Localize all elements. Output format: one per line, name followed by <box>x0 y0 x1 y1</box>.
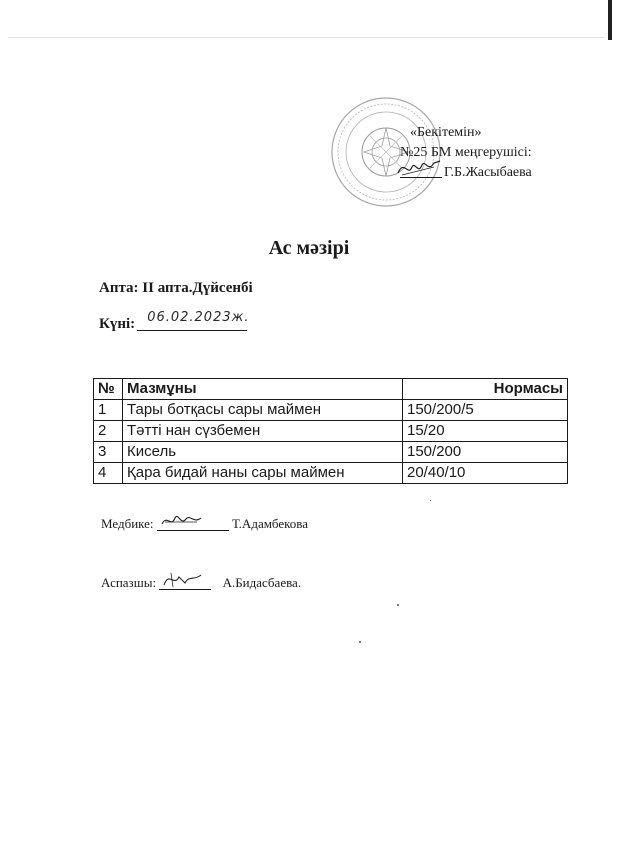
approval-heading: «Бекітемін» <box>410 125 482 140</box>
approval-block <box>380 123 580 183</box>
row-norm: 150/200/5 <box>403 400 568 421</box>
week-day-line: Апта: II апта.Дүйсенбі <box>99 280 253 296</box>
scan-edge-line <box>8 37 604 38</box>
scan-speck <box>397 604 399 606</box>
cook-signature-icon <box>161 569 209 591</box>
director-signature-blank <box>400 163 442 178</box>
row-number: 4 <box>94 463 123 484</box>
nurse-label: Медбике: <box>101 516 154 531</box>
row-dish: Тәтті нан сүзбемен <box>123 421 403 442</box>
director-signature-icon <box>394 155 444 181</box>
page-title: Ас мәзірі <box>268 237 350 259</box>
cook-signature-line <box>101 575 301 591</box>
table-row <box>94 442 568 463</box>
table-row <box>94 400 568 421</box>
scan-speck <box>359 641 361 643</box>
menu-table <box>93 378 568 484</box>
scan-edge-mark <box>608 0 612 40</box>
date-blank <box>137 310 250 331</box>
header-norm: Нормасы <box>403 379 568 400</box>
row-norm: 20/40/10 <box>403 463 568 484</box>
approval-position: №25 БМ меңгерушісі: <box>400 145 532 160</box>
row-norm: 15/20 <box>403 421 568 442</box>
director-name: Г.Б.Жасыбаева <box>444 165 532 180</box>
nurse-signature-icon <box>159 510 209 532</box>
date-handwritten: 06.02.2023ж. <box>147 310 250 325</box>
nurse-name: Т.Адамбекова <box>232 516 309 531</box>
cook-name: А.Бидасбаева. <box>222 575 302 590</box>
nurse-signature-line <box>101 516 308 532</box>
row-dish: Кисель <box>123 442 403 463</box>
nurse-signature-blank <box>157 516 229 531</box>
row-norm: 150/200 <box>403 442 568 463</box>
table-row <box>94 421 568 442</box>
date-line <box>99 310 250 333</box>
row-number: 3 <box>94 442 123 463</box>
row-dish: Тары ботқасы сары маймен <box>123 400 403 421</box>
cook-label: Аспазшы: <box>101 575 157 590</box>
scan-speck <box>430 500 431 501</box>
row-number: 1 <box>94 400 123 421</box>
cook-signature-blank <box>159 575 211 590</box>
row-dish: Қара бидай наны сары маймен <box>123 463 403 484</box>
header-content: Мазмұны <box>123 379 403 400</box>
header-number: № <box>94 379 123 400</box>
table-header-row <box>94 379 568 400</box>
date-label: Күні: <box>99 316 136 332</box>
approval-signature-line <box>380 163 580 183</box>
row-number: 2 <box>94 421 123 442</box>
table-row <box>94 463 568 484</box>
